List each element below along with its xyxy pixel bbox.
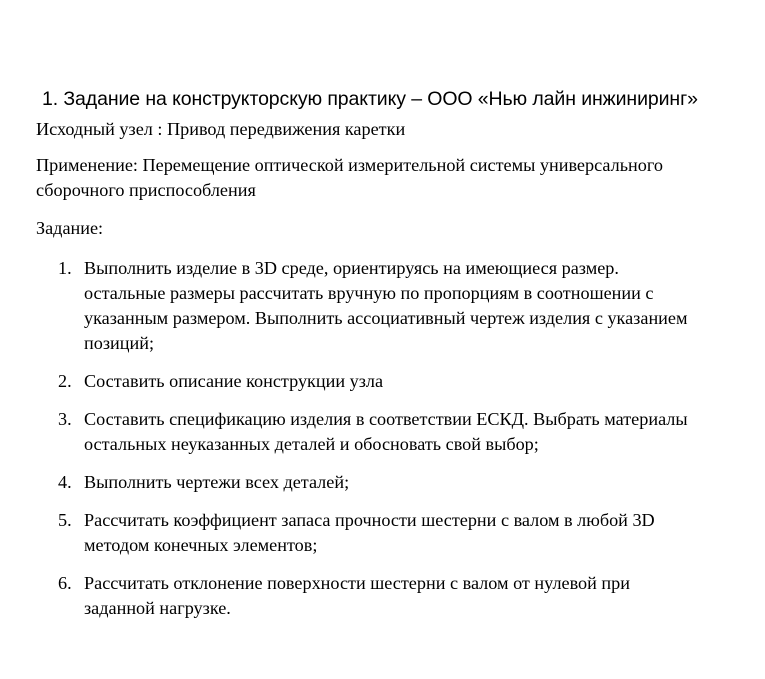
task-text-line: методом конечных элементов; (84, 535, 318, 555)
task-text-line: остальных неуказанных деталей и обосновать свой выбор; (84, 434, 539, 454)
application-line: Применение: Перемещение оптической измерительной системы универсального (36, 155, 663, 175)
task-number: 4. (58, 472, 72, 492)
task-number: 3. (58, 409, 72, 429)
task-text-line: указанным размером. Выполнить ассоциативный чертеж изделия с указанием (84, 308, 688, 328)
task-text-line: Выполнить изделие в 3D среде, ориентируясь на имеющиеся размер. (84, 258, 619, 278)
task-item (0, 369, 724, 394)
task-number: 6. (58, 573, 72, 593)
task-item (0, 407, 724, 457)
task-text-line: заданной нагрузке. (84, 598, 231, 618)
task-text-line: Выполнить чертежи всех деталей; (84, 472, 350, 492)
document-heading: 1. Задание на конструкторскую практику – ООО «Нью лайн инжиниринг» (42, 88, 698, 110)
task-text-line: Рассчитать отклонение поверхности шестерни с валом от нулевой при (84, 573, 630, 593)
application-text (36, 153, 663, 203)
task-text-line: Составить описание конструкции узла (84, 371, 384, 391)
task-item (0, 256, 724, 356)
task-number: 1. (58, 258, 72, 278)
application-line: сборочного приспособления (36, 180, 256, 200)
task-number: 5. (58, 510, 72, 530)
task-text-line: Рассчитать коэффициент запаса прочности шестерни с валом в любой 3D (84, 510, 655, 530)
task-item (0, 571, 724, 621)
task-item (0, 508, 724, 558)
task-label: Задание: (36, 218, 104, 238)
task-text-line: Составить спецификацию изделия в соответствии ЕСКД. Выбрать материалы (84, 409, 688, 429)
task-number: 2. (58, 371, 72, 391)
task-item (0, 470, 724, 495)
task-text-line: позиций; (84, 333, 154, 353)
source-unit-text: Исходный узел : Привод передвижения каретки (36, 119, 406, 139)
task-list (0, 256, 765, 634)
task-text-line: остальные размеры рассчитать вручную по пропорциям в соотношении с (84, 283, 654, 303)
